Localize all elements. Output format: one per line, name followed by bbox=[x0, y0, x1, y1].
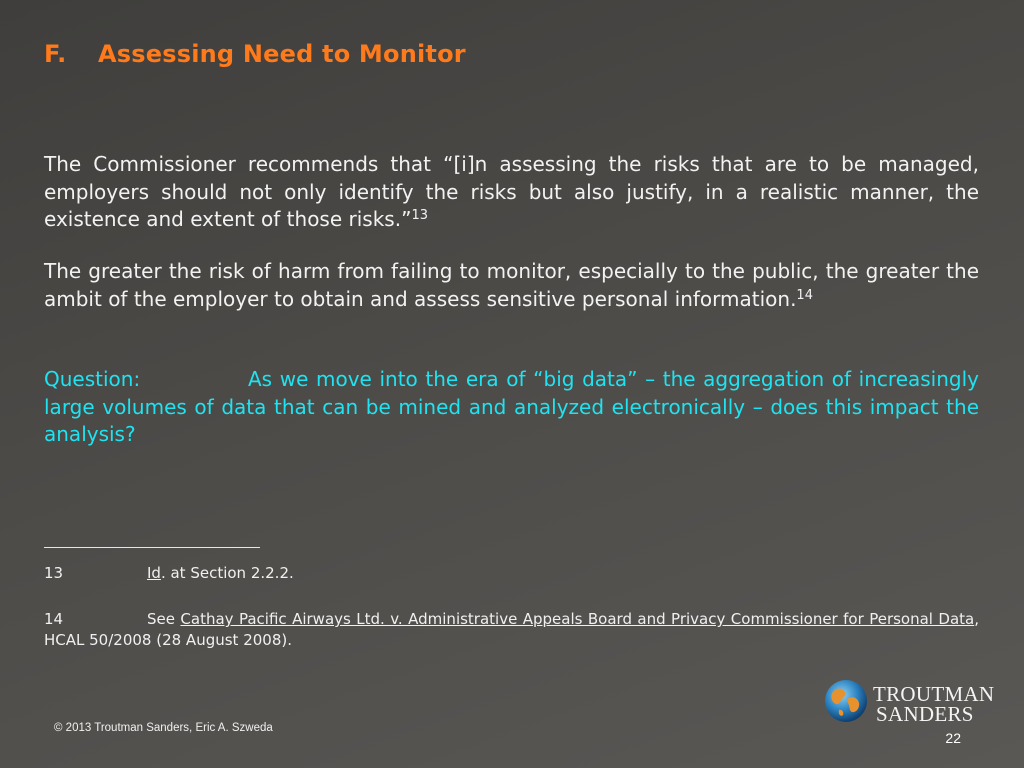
page-number: 22 bbox=[945, 730, 961, 746]
logo-line1: TROUTMAN bbox=[873, 682, 995, 706]
footnote-divider bbox=[44, 547, 260, 548]
globe-icon bbox=[823, 678, 869, 724]
question-text: As we move into the era of “big data” – the aggregation of increasingly large volumes of data that can be mined and analyzed electronically – does this impact the analysis? bbox=[44, 367, 979, 446]
paragraph-risk-of-harm bbox=[44, 258, 979, 313]
paragraph2-text: The greater the risk of harm from failing to monitor, especially to the public, the greater the ambit of the employer to obtain and assess sensitive personal information. bbox=[44, 259, 979, 311]
title-text: Assessing Need to Monitor bbox=[98, 40, 466, 68]
footnote-ref-14: 14 bbox=[796, 287, 813, 303]
footnote-link-id[interactable]: Id bbox=[147, 564, 161, 582]
footnote-link-cathay[interactable]: Cathay Pacific Airways Ltd. v. Administrative Appeals Board and Privacy Commissioner for Personal Data bbox=[180, 610, 975, 628]
copyright-notice: © 2013 Troutman Sanders, Eric A. Szweda bbox=[54, 722, 273, 734]
footnote-14 bbox=[44, 609, 979, 651]
paragraph-commissioner bbox=[44, 151, 979, 234]
footnote-prefix: See bbox=[147, 610, 181, 628]
title-number: F. bbox=[44, 40, 67, 68]
footnote-13 bbox=[44, 563, 979, 584]
logo-line2: SANDERS bbox=[876, 702, 974, 726]
question-label: Question: bbox=[44, 367, 141, 391]
footnote-text: , HCAL 50/2008 (28 August 2008). bbox=[44, 610, 979, 649]
logo-wordmark bbox=[873, 684, 994, 724]
footnote-number: 14 bbox=[44, 610, 64, 628]
footnote-text: . at Section 2.2.2. bbox=[160, 564, 294, 582]
paragraph1-text: The Commissioner recommends that “[i]n assessing the risks that are to be managed, employers should not only identify the risks but also justify, in a realistic manner, the existence and extent of those risks.” bbox=[44, 152, 979, 231]
slide-title bbox=[44, 40, 466, 68]
question-paragraph bbox=[44, 366, 979, 449]
footnote-ref-13: 13 bbox=[411, 208, 428, 223]
footnote-number: 13 bbox=[44, 564, 64, 582]
